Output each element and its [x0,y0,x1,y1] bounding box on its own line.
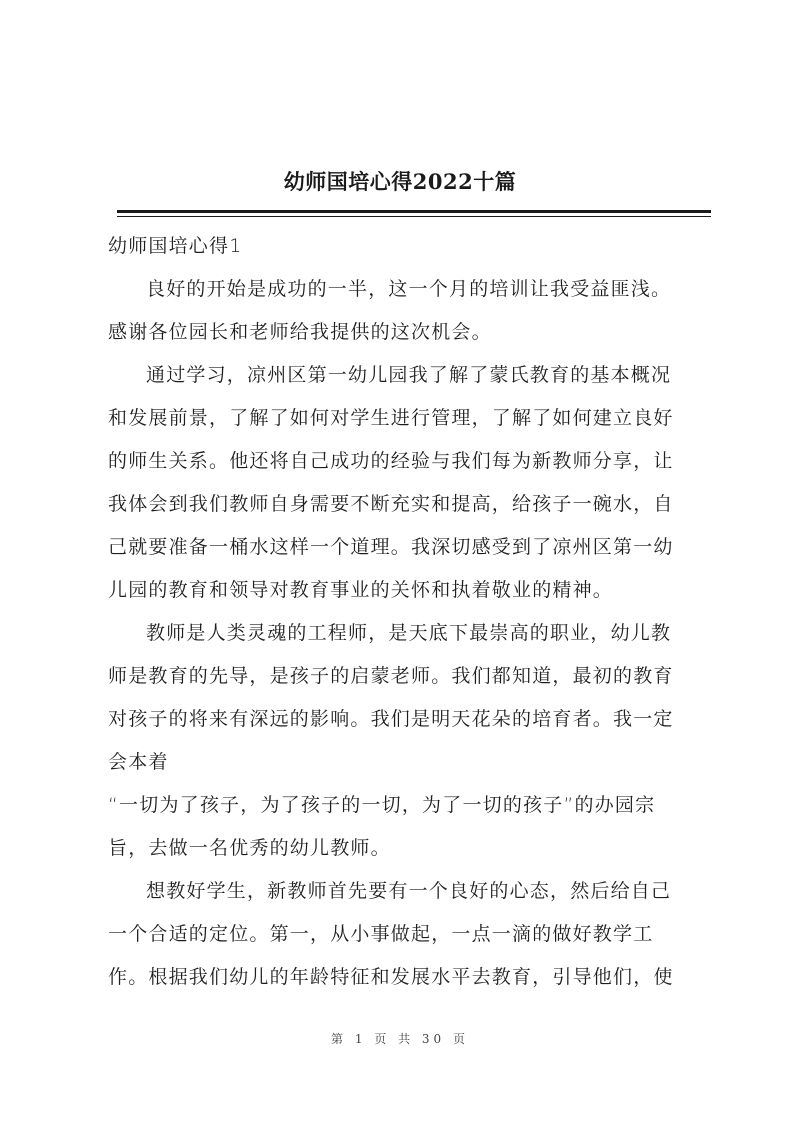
text-line: 教师是人类灵魂的工程师，是天底下最崇高的职业，幼儿教 [146,622,672,644]
text-line: 通过学习，凉州区第一幼儿园我了解了蒙氏教育的基本概况 [146,364,672,386]
text-line: 旨，去做一名优秀的幼儿教师。 [108,837,391,859]
text-line: 感谢各位园长和老师给我提供的这次机会。 [108,321,492,343]
title-rule-thin [117,216,711,217]
paragraph-lines [108,273,712,993]
text-line: 和发展前景，了解了如何对学生进行管理，了解了如何建立良好 [108,407,674,429]
text-line: 会本着 [108,751,169,773]
text-line: 良好的开始是成功的一半，这一个月的培训让我受益匪浅。 [146,278,672,300]
text-line: 我体会到我们教师自身需要不断充实和提高，给孩子一碗水，自 [108,493,674,515]
document-title: 幼师国培心得2022十篇 [283,169,517,194]
text-line: 一个合适的定位。第一，从小事做起，一点一滴的做好教学工 [108,923,654,945]
text-line: 的师生关系。他还将自己成功的经验与我们每为新教师分享，让 [108,450,674,472]
document-body [108,230,712,1004]
title-rule-thick [117,210,711,213]
page-footer: 第 1 页 共 30 页 [331,1032,469,1046]
text-line: 师是教育的先导，是孩子的启蒙老师。我们都知道，最初的教育 [108,665,674,687]
text-line: 儿园的教育和领导对教育事业的关怀和执着敬业的精神。 [108,579,614,601]
section-heading: 幼师国培心得1 [108,235,243,257]
text-line: 对孩子的将来有深远的影响。我们是明天花朵的培育者。我一定 [108,708,674,730]
text-line: 己就要准备一桶水这样一个道理。我深切感受到了凉州区第一幼 [108,536,674,558]
text-line: 作。根据我们幼儿的年龄特征和发展水平去教育，引导他们，使 [108,966,674,988]
text-line: 想教好学生，新教师首先要有一个良好的心态，然后给自己 [146,880,672,902]
text-line: “一切为了孩子，为了孩子的一切，为了一切的孩子”的办园宗 [108,794,656,816]
